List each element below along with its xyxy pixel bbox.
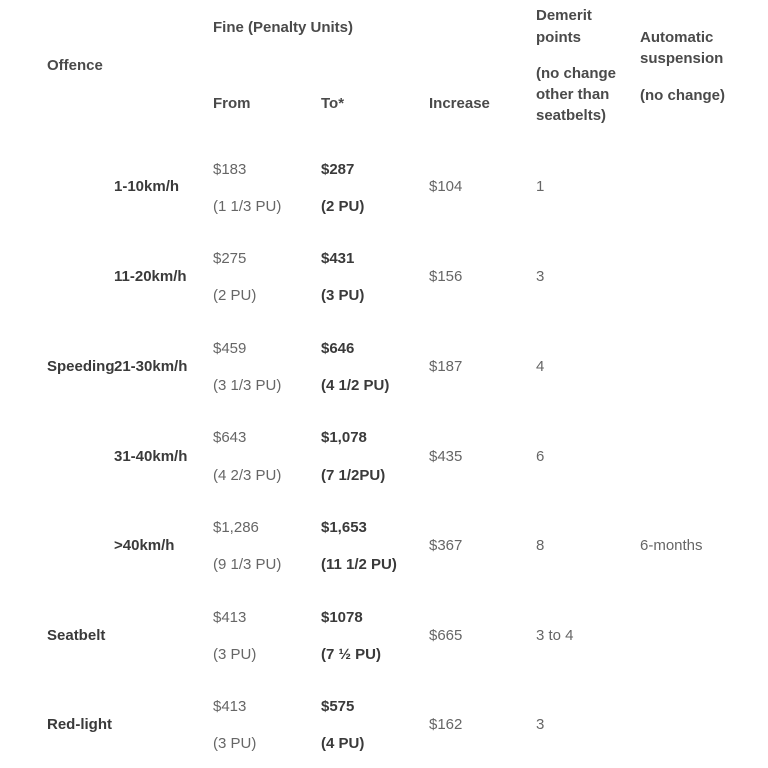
header-from: From [213,95,251,112]
row-5-increase: $665 [429,627,463,644]
row-0-to-pu: (2 PU) [321,198,365,215]
row-3-increase: $435 [429,448,463,465]
row-4-demerit: 8 [536,537,545,554]
row-4-to-pu: (11 1/2 PU) [321,556,397,573]
row-2-from-pu: (3 1/3 PU) [213,377,282,394]
row-4-sub: >40km/h [114,537,175,554]
header-suspension-note: (no change) [640,87,725,104]
row-3-to-amount: $1,078 [321,429,367,446]
row-4-increase: $367 [429,537,463,554]
row-2-to-pu: (4 1/2 PU) [321,377,390,394]
header-offence: Offence [47,57,103,74]
row-6-from-amount: $413 [213,698,247,715]
row-2-increase: $187 [429,358,463,375]
row-3-to-pu: (7 1/2PU) [321,467,386,484]
row-6-to-amount: $575 [321,698,355,715]
row-3-from-amount: $643 [213,429,247,446]
row-6-offence: Red-light [47,716,112,733]
row-3-demerit: 6 [536,448,545,465]
row-2-from-amount: $459 [213,340,247,357]
header-suspension-line2: suspension [640,50,724,67]
row-0-from-amount: $183 [213,161,247,178]
row-5-offence: Seatbelt [47,627,106,644]
row-5-demerit: 3 to 4 [536,627,574,644]
row-1-from-amount: $275 [213,250,247,267]
row-5-from-pu: (3 PU) [213,646,257,663]
row-1-to-pu: (3 PU) [321,287,365,304]
row-5-to-amount: $1078 [321,609,363,626]
row-1-to-amount: $431 [321,250,355,267]
row-1-from-pu: (2 PU) [213,287,257,304]
header-fine: Fine (Penalty Units) [213,19,354,36]
row-5-from-amount: $413 [213,609,247,626]
header-to: To* [321,95,345,112]
row-6-increase: $162 [429,716,463,733]
header-demerit-note-line3: seatbelts) [536,107,607,124]
header-increase: Increase [429,95,490,112]
row-6-from-pu: (3 PU) [213,735,257,752]
row-0-from-pu: (1 1/3 PU) [213,198,282,215]
row-2-to-amount: $646 [321,340,355,357]
row-3-sub: 31-40km/h [114,448,188,465]
row-6-demerit: 3 [536,716,545,733]
row-2-demerit: 4 [536,358,545,375]
row-1-demerit: 3 [536,268,545,285]
row-4-from-amount: $1,286 [213,519,259,536]
header-suspension-line1: Automatic [640,29,714,46]
row-4-suspension: 6-months [640,537,703,554]
row-0-increase: $104 [429,178,463,195]
row-5-to-pu: (7 ½ PU) [321,646,382,663]
header-demerit-line1: Demerit [536,7,592,24]
row-4-to-amount: $1,653 [321,519,367,536]
row-0-demerit: 1 [536,178,545,195]
row-1-sub: 11-20km/h [114,268,187,285]
row-3-from-pu: (4 2/3 PU) [213,467,282,484]
header-demerit-note-line2: other than [536,86,610,103]
row-0-to-amount: $287 [321,161,355,178]
row-2-sub: 21-30km/h [114,358,188,375]
header-demerit-line2: points [536,29,581,46]
offence-speeding: Speeding [47,358,115,375]
header-demerit-note-line1: (no change [536,65,617,82]
row-4-from-pu: (9 1/3 PU) [213,556,282,573]
row-0-sub: 1-10km/h [114,178,180,195]
row-1-increase: $156 [429,268,463,285]
row-6-to-pu: (4 PU) [321,735,365,752]
